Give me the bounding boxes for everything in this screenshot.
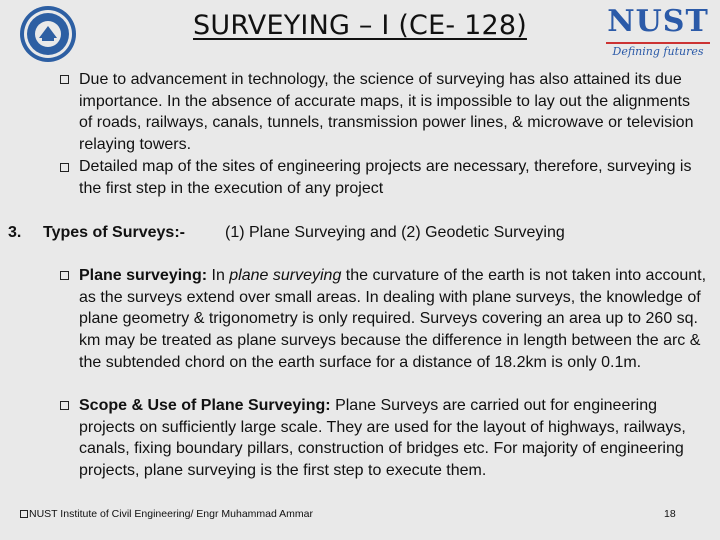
- bullet-icon: [60, 163, 69, 172]
- nust-logo: [600, 2, 712, 64]
- section-heading: Types of Surveys:-: [43, 224, 185, 241]
- bullet-icon: [60, 401, 69, 410]
- scope-text: Plane Surveys are carried out for engineering projects on sufficiently large scale. They are used for the layout of highways, railways, canals, fixing boundary pillars, construction of bridges etc. For majority of engineering projects, plane surveying is the first step to execute them.: [79, 397, 686, 480]
- footer: [20, 508, 313, 520]
- nust-logo-tagline: Defining futures: [612, 45, 704, 58]
- bullet-icon: [20, 510, 28, 518]
- scope-term: Scope & Use of Plane Surveying:: [79, 397, 331, 414]
- section-text: (1) Plane Surveying and (2) Geodetic Surveying: [225, 224, 565, 241]
- intro-bullet-1: Due to advancement in technology, the science of surveying has also attained its due importance. In the absence of accurate maps, it is impossible to lay out the alignments of roads, railways, canals, tunnels, transmission power lines, & microwave or television relaying towers.: [79, 71, 694, 154]
- page-number: 18: [664, 508, 676, 520]
- scope-bullet: [79, 395, 715, 482]
- page-title: SURVEYING – I (CE- 128): [193, 10, 527, 41]
- nust-logo-text: NUST: [607, 4, 709, 39]
- intro-bullet-2: Detailed map of the sites of engineering projects are necessary, therefore, surveying is the first step in the execution of any project: [79, 158, 692, 197]
- plane-surveying-italic: plane surveying: [229, 267, 342, 284]
- nust-logo-divider: [606, 42, 710, 44]
- plane-surveying-bullet: [79, 265, 715, 374]
- section-number: 3.: [8, 224, 22, 241]
- plane-surveying-pre: In: [207, 267, 230, 284]
- bullet-icon: [60, 75, 69, 84]
- plane-surveying-text: the curvature of the earth is not taken into account, as the surveys extend over small areas. In dealing with plane surveys, the knowledge of plane geometry & trigonometry is only required. Surveys covering an area up to 260 sq. km may be treated as plane surveys because the difference in length between the arc & the subtended chord on the earth surface for a distance of 18.2km is only 0.1m.: [79, 267, 707, 371]
- bullet-icon: [60, 271, 69, 280]
- plane-surveying-term: Plane surveying:: [79, 267, 208, 284]
- footer-text: NUST Institute of Civil Engineering/ Engr Muhammad Ammar: [29, 508, 314, 520]
